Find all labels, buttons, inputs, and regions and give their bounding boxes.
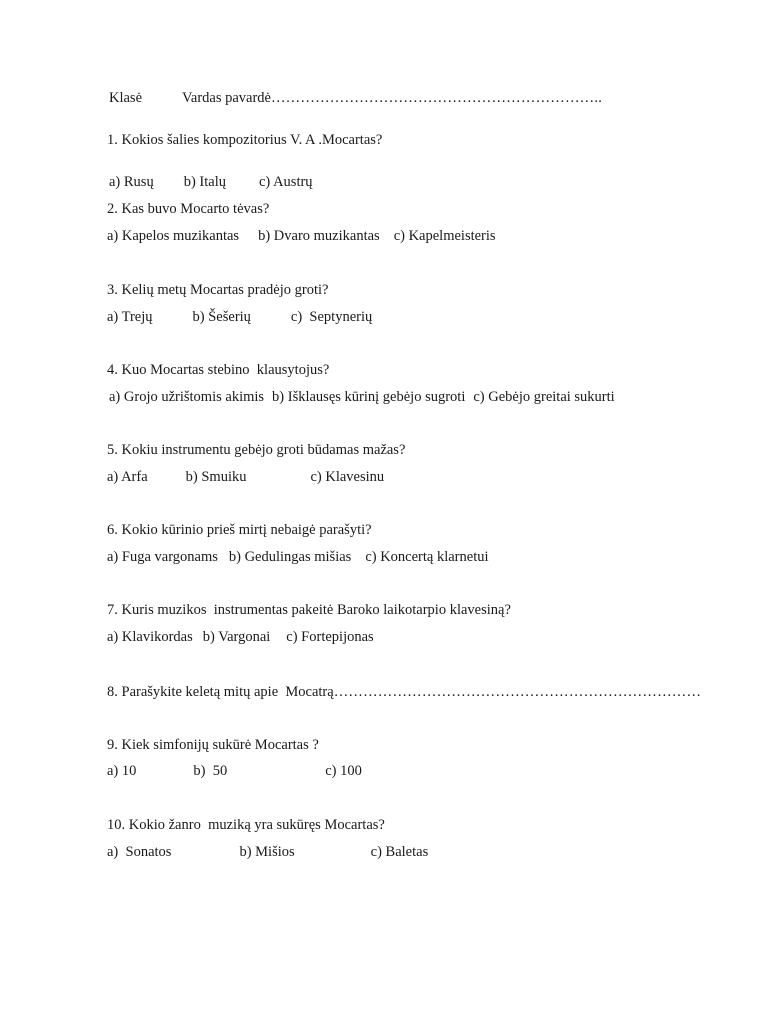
question-10: 10. Kokio žanro muziką yra sukūręs Mocartas? xyxy=(107,817,385,833)
question-1: 1. Kokios šalies kompozitorius V. A .Mocartas? xyxy=(107,132,383,148)
question-9: 9. Kiek simfonijų sukūrė Mocartas ? xyxy=(107,737,319,753)
answers-3 xyxy=(107,308,372,326)
answers-10 xyxy=(107,843,428,861)
answer-4a: a) Grojo užrištomis akimis xyxy=(109,389,265,405)
answer-4c: c) Gebėjo greitai sukurti xyxy=(473,389,615,405)
answer-3b: b) Šešerių xyxy=(192,309,251,325)
question-7: 7. Kuris muzikos instrumentas pakeitė Baroko laikotarpio klavesiną? xyxy=(107,602,511,618)
answer-5c: c) Klavesinu xyxy=(310,469,385,485)
answers-7 xyxy=(107,628,374,646)
answers-6 xyxy=(107,548,489,566)
answer-10c: c) Baletas xyxy=(370,844,429,860)
answer-9c: c) 100 xyxy=(325,763,362,779)
answers-1 xyxy=(109,173,313,191)
answer-6b: b) Gedulingas mišias xyxy=(228,549,352,565)
question-3: 3. Kelių metų Mocartas pradėjo groti? xyxy=(107,282,329,298)
answer-6c: c) Koncertą klarnetui xyxy=(365,549,489,565)
answer-5b: b) Smuiku xyxy=(185,469,247,485)
header-line xyxy=(109,89,602,107)
answer-2a: a) Kapelos muzikantas xyxy=(107,228,240,244)
question-4: 4. Kuo Mocartas stebino klausytojus? xyxy=(107,362,330,378)
answer-3a: a) Trejų xyxy=(107,309,153,325)
answer-7c: c) Fortepijonas xyxy=(286,629,374,645)
question-8-text: 8. Parašykite keletą mitų apie Mocatrą xyxy=(107,684,334,700)
question-8 xyxy=(107,683,701,701)
answer-7a: a) Klavikordas xyxy=(107,629,193,645)
answer-7b: b) Vargonai xyxy=(202,629,271,645)
answer-6a: a) Fuga vargonams xyxy=(107,549,218,565)
name-dots: ………………………………………………………….. xyxy=(270,90,603,106)
answer-3c: c) Septynerių xyxy=(290,309,373,325)
question-5: 5. Kokiu instrumentu gebėjo groti būdamas mažas? xyxy=(107,442,406,458)
answer-2c: c) Kapelmeisteris xyxy=(393,228,496,244)
question-6: 6. Kokio kūrinio prieš mirtį nebaigė parašyti? xyxy=(107,522,372,538)
answer-1a: a) Rusų xyxy=(109,174,154,190)
answers-9 xyxy=(107,762,362,780)
answers-5 xyxy=(107,468,384,486)
question-8-dots: ………………………………………………………………… xyxy=(333,684,702,700)
answer-2b: b) Dvaro muzikantas xyxy=(258,228,380,244)
answer-9b: b) 50 xyxy=(193,763,228,779)
answer-10a: a) Sonatos xyxy=(107,844,172,860)
answer-1b: b) Italų xyxy=(183,174,226,190)
answer-1c: c) Austrų xyxy=(259,174,313,190)
answer-4b: b) Išklausęs kūrinį gebėjo sugroti xyxy=(272,389,466,405)
question-2: 2. Kas buvo Mocarto tėvas? xyxy=(107,201,270,217)
name-label: Vardas pavardė xyxy=(182,90,271,106)
answer-5a: a) Arfa xyxy=(107,469,148,485)
answers-4 xyxy=(109,388,615,406)
answer-9a: a) 10 xyxy=(107,763,137,779)
answer-10b: b) Mišios xyxy=(239,844,295,860)
answers-2 xyxy=(107,227,496,245)
class-label: Klasė xyxy=(109,90,143,106)
